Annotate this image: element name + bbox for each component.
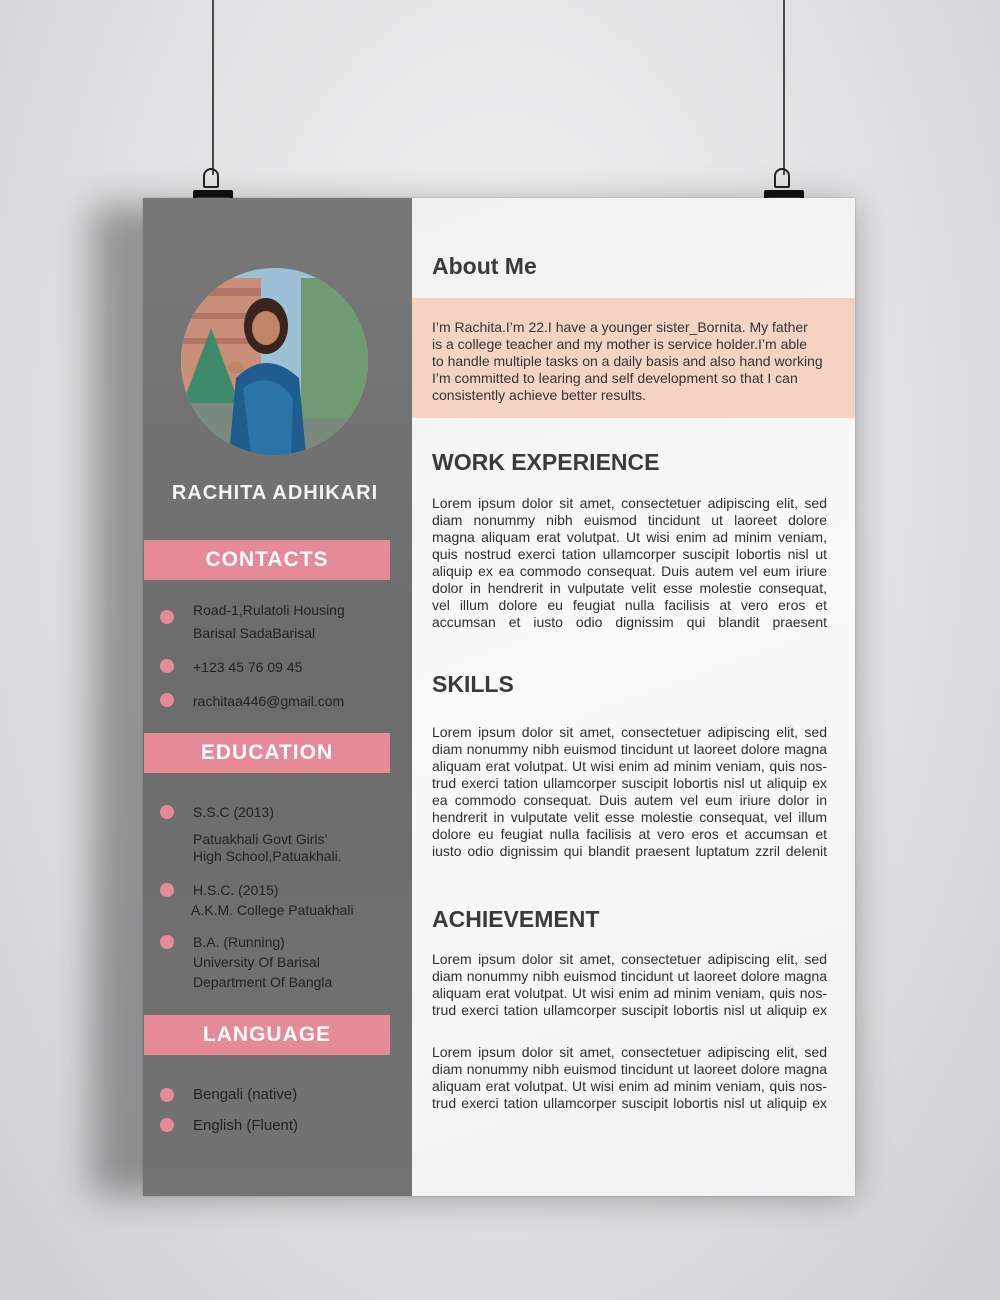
education-heading: EDUCATION	[144, 733, 390, 773]
candidate-name: RACHITA ADHIKARI	[171, 482, 379, 504]
skills-heading: SKILLS	[432, 671, 514, 697]
text-line: vel illum dolore eu feugiat nulla facilisis at vero eros et	[432, 597, 827, 613]
about-heading: About Me	[432, 253, 537, 279]
text-line: dolor in hendrerit in vulputate velit esse molestie consequat,	[432, 580, 827, 596]
text-line: Lorem ipsum dolor sit amet, consectetuer adipiscing elit, sed	[432, 951, 827, 967]
about-line: is a college teacher and my mother is service holder.I’m able	[432, 336, 808, 352]
bullet-icon	[160, 610, 174, 624]
skills-text	[432, 724, 827, 860]
about-line: I’m committed to learing and self development so that I can	[432, 370, 798, 386]
text-line: diam nonummy nibh euismod tincidunt ut laoreet dolore	[432, 512, 827, 528]
achievement-heading: ACHIEVEMENT	[432, 906, 600, 932]
education-line: University Of Barisal	[193, 954, 320, 970]
bullet-icon	[160, 805, 174, 819]
achievement-text-2	[432, 1044, 827, 1112]
bullet-icon	[160, 1088, 174, 1102]
language-label: Bengali (native)	[193, 1086, 298, 1103]
text-line: Lorem ipsum dolor sit amet, consectetuer adipiscing elit, sed	[432, 495, 827, 511]
text-line: Lorem ipsum dolor sit amet, consectetuer adipiscing elit, sed	[432, 724, 827, 740]
bullet-icon	[160, 883, 174, 897]
work-text	[432, 495, 827, 631]
bullet-icon	[160, 693, 174, 707]
achievement-text-1	[432, 951, 827, 1019]
education-line: A.K.M. College Patuakhali	[191, 902, 354, 918]
about-line: to handle multiple tasks on a daily basis and also hand working	[432, 353, 823, 369]
education-line: Department Of Bangla	[193, 974, 333, 990]
contacts-heading: CONTACTS	[144, 540, 390, 580]
bullet-icon	[160, 935, 174, 949]
portrait-photo-icon	[181, 268, 368, 455]
bullet-icon	[160, 659, 174, 673]
email-address: rachitaa446@gmail.com	[193, 693, 345, 709]
language-label: English (Fluent)	[193, 1117, 299, 1134]
avatar	[181, 268, 368, 455]
phone-number: +123 45 76 09 45	[193, 659, 303, 675]
text-line: trud exerci tation ullamcorper suscipit lobortis nisl ut aliquip ex	[432, 1002, 827, 1018]
text-line: aliquam erat volutpat. Ut wisi enim ad minim veniam, quis nos-	[432, 1078, 827, 1094]
text-line: aliquip ex ea commodo consequat. Duis autem vel eum iriure	[432, 563, 827, 579]
text-line: diam nonummy nibh euismod tincidunt ut laoreet dolore magna	[432, 1061, 827, 1077]
text-line: trud exerci tation ullamcorper suscipit lobortis nisl ut aliquip ex	[432, 1095, 827, 1111]
text-line: trud exerci tation ullamcorper suscipit lobortis nisl ut aliquip ex	[432, 775, 827, 791]
text-line: diam nonummy nibh euismod tincidunt ut laoreet dolore magna	[432, 968, 827, 984]
text-line: accumsan et iusto odio dignissim qui blandit praesent	[432, 614, 827, 630]
text-line: quis nostrud exerci tation ullamcorper suscipit lobortis nisl ut	[432, 546, 827, 562]
text-line: dolore eu feugiat nulla facilisis at vero eros et accumsan et	[432, 826, 827, 842]
bullet-icon	[160, 1118, 174, 1132]
education-line: Patuakhali Govt Girls’	[193, 831, 328, 847]
education-title: H.S.C. (2015)	[193, 882, 279, 898]
text-line: diam nonummy nibh euismod tincidunt ut laoreet dolore magna	[432, 741, 827, 757]
text-line: aliquam erat volutpat. Ut wisi enim ad minim veniam, quis nos-	[432, 985, 827, 1001]
hanging-wire-left	[212, 0, 214, 175]
text-line: aliquam erat volutpat. Ut wisi enim ad minim veniam, quis nos-	[432, 758, 827, 774]
sidebar	[143, 198, 412, 1196]
about-line: consistently achieve better results.	[432, 387, 646, 403]
text-line: ea commodo consequat. Duis autem vel eum iriure dolor in	[432, 792, 827, 808]
about-line: I’m Rachita.I’m 22.I have a younger sister_Bornita. My father	[432, 319, 808, 335]
education-line: High School,Patuakhali.	[193, 848, 342, 864]
text-line: iusto odio dignissim qui blandit praesent luptatum zzril delenit	[432, 843, 827, 859]
about-text	[432, 319, 832, 404]
address-line-2: Barisal SadaBarisal	[193, 625, 316, 641]
about-section	[412, 298, 855, 418]
address-line-1: Road-1,Rulatoli Housing	[193, 602, 345, 618]
text-line: magna aliquam erat volutpat. Ut wisi enim ad minim veniam,	[432, 529, 827, 545]
main-content	[412, 198, 855, 1196]
hanging-wire-right	[783, 0, 785, 175]
text-line: hendrerit in vulputate velit esse molestie consequat, vel illum	[432, 809, 827, 825]
work-heading: WORK EXPERIENCE	[432, 449, 660, 475]
education-title: S.S.C (2013)	[193, 804, 274, 820]
text-line: Lorem ipsum dolor sit amet, consectetuer adipiscing elit, sed	[432, 1044, 827, 1060]
language-heading: LANGUAGE	[144, 1015, 390, 1055]
resume-poster	[143, 198, 855, 1196]
education-title: B.A. (Running)	[193, 934, 285, 950]
